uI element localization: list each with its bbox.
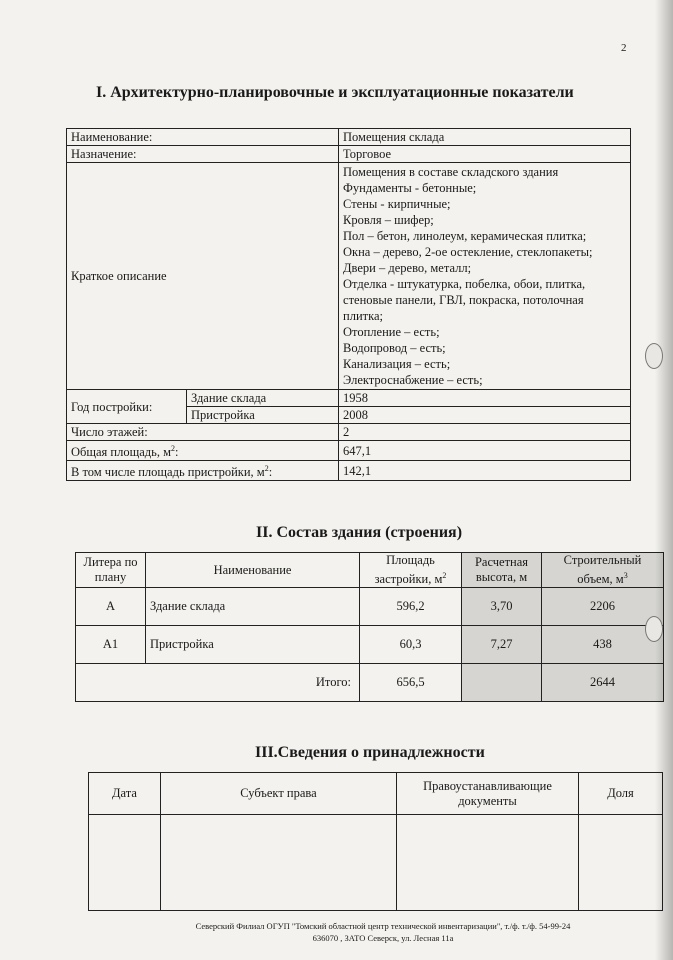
volume-cell: 2206 [542, 588, 664, 626]
year-annex-value: 2008 [339, 407, 631, 424]
total-row [76, 664, 664, 702]
footer-line1: Северский Филиал ОГУП "Томский областной центр технической инвентаризации", т./ф. т./ф. 54-99-24 [195, 921, 571, 931]
description-line: стеновые панели, ГВЛ, покраска, потолочная [343, 293, 584, 307]
height-cell: 7,27 [462, 626, 542, 664]
total-area-label: Общая площадь, $м^2$: [67, 441, 339, 461]
description-line: Канализация – есть; [343, 357, 451, 371]
litera-cell: А1 [76, 626, 146, 664]
table-row [89, 815, 663, 911]
section1-title: I. Архитектурно-планировочные и эксплуатационные показатели [96, 84, 574, 101]
annex-area-label: В том числе площадь пристройки, $м^2$: [67, 461, 339, 481]
year-annex-label: Пристройка [187, 407, 339, 424]
purpose-row [67, 146, 631, 163]
share-cell [579, 815, 663, 911]
date-cell [89, 815, 161, 911]
description-line: Пол – бетон, линолеум, керамическая плитка; [343, 229, 587, 243]
height-cell: 3,70 [462, 588, 542, 626]
description-line: Отопление – есть; [343, 325, 440, 339]
table-row [76, 588, 664, 626]
litera-cell: А [76, 588, 146, 626]
annex-area-row [67, 461, 631, 481]
table-row [76, 626, 664, 664]
volume-cell: 438 [542, 626, 664, 664]
section3-title: III.Сведения о принадлежности [255, 744, 485, 761]
subject-header: Субъект права [161, 773, 397, 815]
floors-row [67, 424, 631, 441]
footer-line2: 636070 , ЗАТО Северск, ул. Лесная 11а [312, 933, 454, 943]
description-line: Фундаменты - бетонные; [343, 181, 477, 195]
binder-hole [645, 616, 663, 642]
annex-area-value: 142,1 [339, 461, 631, 481]
ownership-header-row [89, 773, 663, 815]
description-row [67, 163, 631, 390]
date-header: Дата [89, 773, 161, 815]
description-line: Стены - кирпичные; [343, 197, 451, 211]
total-height-cell [462, 664, 542, 702]
footer [168, 920, 598, 944]
volume-header: Строительный объем, $м^3$ [542, 553, 664, 588]
area-header: Площадь застройки, $м^2$ [360, 553, 462, 588]
section2-title: II. Состав здания (строения) [256, 524, 463, 541]
total-area-value: 647,1 [339, 441, 631, 461]
documents-cell [397, 815, 579, 911]
total-label: Итого: [76, 664, 360, 702]
area-cell: 60,3 [360, 626, 462, 664]
composition-header-row [76, 553, 664, 588]
share-header: Доля [579, 773, 663, 815]
description-line: Электроснабжение – есть; [343, 373, 483, 387]
total-area-row [67, 441, 631, 461]
purpose-value: Торговое [339, 146, 631, 163]
name-cell: Пристройка [146, 626, 360, 664]
name-cell: Здание склада [146, 588, 360, 626]
description-line: Отделка - штукатурка, побелка, обои, плитка, [343, 277, 586, 291]
page-edge-shadow [655, 0, 673, 960]
building-composition-table [75, 552, 664, 702]
description-line: Окна – дерево, 2-ое остекление, стеклопакеты; [343, 245, 593, 259]
floors-value: 2 [339, 424, 631, 441]
year-building-value: 1958 [339, 390, 631, 407]
area-cell: 596,2 [360, 588, 462, 626]
description-label: Краткое описание [67, 163, 339, 390]
name-row [67, 129, 631, 146]
description-line: плитка; [343, 309, 383, 323]
ownership-table [88, 772, 663, 911]
name-header: Наименование [146, 553, 360, 588]
name-label: Наименование: [67, 129, 339, 146]
description-line: Водопровод – есть; [343, 341, 446, 355]
architectural-indicators-table [66, 128, 631, 481]
litera-header: Литера по плану [76, 553, 146, 588]
page-number: 2 [621, 42, 627, 54]
year-label: Год постройки: [67, 390, 187, 424]
subject-cell [161, 815, 397, 911]
purpose-label: Назначение: [67, 146, 339, 163]
height-header: Расчетная высота, м [462, 553, 542, 588]
description-line: Двери – дерево, металл; [343, 261, 472, 275]
binder-hole [645, 343, 663, 369]
floors-label: Число этажей: [67, 424, 339, 441]
year-building-row [67, 390, 631, 407]
description-line: Кровля – шифер; [343, 213, 434, 227]
name-value: Помещения склада [339, 129, 631, 146]
year-building-label: Здание склада [187, 390, 339, 407]
documents-header: Правоустанавливающие документы [397, 773, 579, 815]
total-area-cell: 656,5 [360, 664, 462, 702]
description-line: Помещения в составе складского здания [343, 165, 559, 179]
total-volume-cell: 2644 [542, 664, 664, 702]
description-value [339, 163, 631, 390]
